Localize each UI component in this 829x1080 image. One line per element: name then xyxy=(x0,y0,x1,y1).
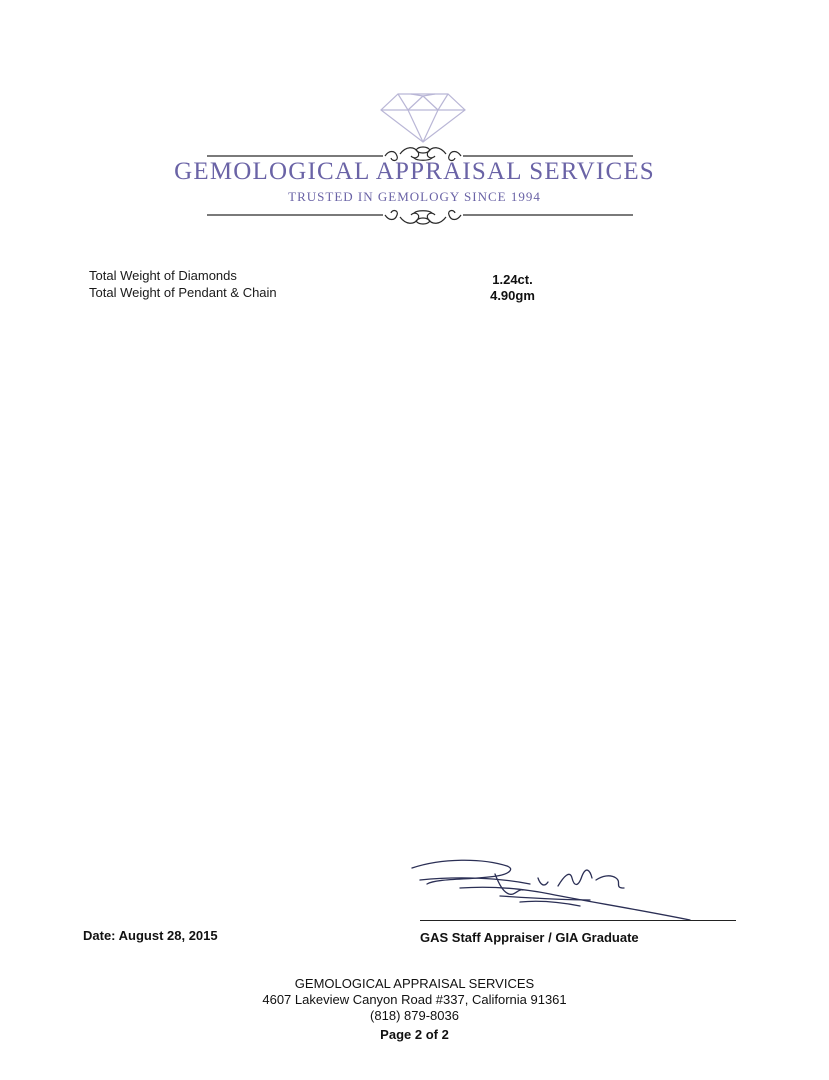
signature-scribble-icon xyxy=(400,850,760,930)
appraisal-date: Date: August 28, 2015 xyxy=(83,928,218,943)
signature-line xyxy=(420,920,736,921)
page-number: Page 2 of 2 xyxy=(380,1027,449,1042)
company-name: GEMOLOGICAL APPRAISAL SERVICES xyxy=(174,158,655,185)
diamond-weight-value: 1.24ct. xyxy=(492,272,533,287)
pendant-weight-label: Total Weight of Pendant & Chain xyxy=(89,285,277,300)
diamond-weight-label: Total Weight of Diamonds xyxy=(89,268,237,283)
appraiser-title: GAS Staff Appraiser / GIA Graduate xyxy=(420,930,639,945)
company-tagline: TRUSTED IN GEMOLOGY SINCE 1994 xyxy=(288,189,541,204)
footer-company: GEMOLOGICAL APPRAISAL SERVICES xyxy=(294,976,535,991)
footer-phone: (818) 879-8036 xyxy=(370,1008,459,1023)
letterhead xyxy=(0,0,829,240)
footer-address: 4607 Lakeview Canyon Road #337, California 91361 xyxy=(262,992,567,1007)
pendant-weight-value: 4.90gm xyxy=(490,288,535,303)
